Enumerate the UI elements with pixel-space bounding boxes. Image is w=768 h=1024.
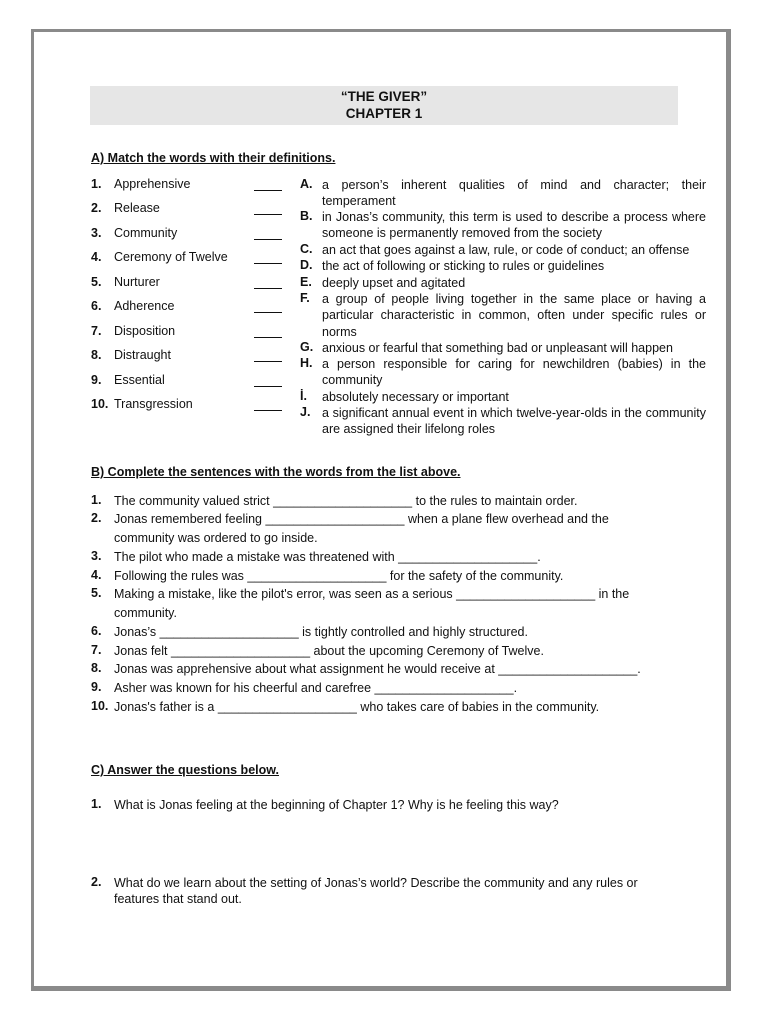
sentence-text[interactable]: The community valued strict ____________________ to the rules to maintain order. <box>114 494 578 508</box>
sentence-number: 2. <box>91 511 102 525</box>
sentence-number: 3. <box>91 549 102 563</box>
definition-letter: J. <box>300 405 311 419</box>
definition-text: a person responsible for caring for newchildren (babies) in the community <box>322 357 706 388</box>
answer-blank[interactable] <box>254 239 282 240</box>
definition-text: the act of following or sticking to rules or guidelines <box>322 259 605 273</box>
sentence-text[interactable]: Jonas's father is a ____________________ who takes care of babies in the community. <box>114 700 600 714</box>
section-a-heading: A) Match the words with their definitions. <box>91 151 336 165</box>
sentence-number: 6. <box>91 624 102 638</box>
sentence-text[interactable]: Jonas remembered feeling ____________________ when a plane flew overhead and the <box>114 512 609 526</box>
sentence-text[interactable]: The pilot who made a mistake was threatened with ____________________. <box>114 550 541 564</box>
word-number: 4. <box>91 250 102 264</box>
word-term: Essential <box>114 373 165 387</box>
answer-blank[interactable] <box>254 312 282 313</box>
definition-text: in Jonas’s community, this term is used to describe a process where someone is permanently removed from the society <box>322 210 706 241</box>
page-border <box>31 29 731 991</box>
sentence-text[interactable]: Jonas’s ____________________ is tightly controlled and highly structured. <box>114 625 528 639</box>
definition-letter: H. <box>300 356 313 370</box>
word-number: 3. <box>91 226 102 240</box>
answer-blank[interactable] <box>254 361 282 362</box>
definition-letter: F. <box>300 291 310 305</box>
section-b-heading: B) Complete the sentences with the words from the list above. <box>91 465 461 479</box>
definition-text: anxious or fearful that something bad or unpleasant will happen <box>322 341 673 355</box>
sentence-text[interactable]: Jonas was apprehensive about what assignment he would receive at ____________________. <box>114 662 641 676</box>
definition-letter: B. <box>300 209 313 223</box>
title-banner <box>90 86 678 125</box>
word-number: 9. <box>91 373 102 387</box>
word-term: Community <box>114 226 178 240</box>
answer-blank[interactable] <box>254 410 282 411</box>
sentence-number: 8. <box>91 661 102 675</box>
sentence-number: 10. <box>91 699 109 713</box>
worksheet-title: “THE GIVER” <box>340 89 428 104</box>
question-text: What is Jonas feeling at the beginning of Chapter 1? Why is he feeling this way? <box>114 798 559 812</box>
sentence-number: 5. <box>91 586 102 600</box>
question-text: What do we learn about the setting of Jonas’s world? Describe the community and any rules or <box>114 876 638 890</box>
word-term: Ceremony of Twelve <box>114 250 228 264</box>
question-number: 2. <box>91 875 102 889</box>
sentence-text[interactable]: Asher was known for his cheerful and carefree ____________________. <box>114 681 518 695</box>
answer-blank[interactable] <box>254 190 282 191</box>
definition-text: absolutely necessary or important <box>322 390 509 404</box>
word-number: 6. <box>91 299 102 313</box>
word-number: 2. <box>91 201 102 215</box>
word-number: 7. <box>91 324 102 338</box>
definition-text: deeply upset and agitated <box>322 276 466 290</box>
sentence-text[interactable]: community. <box>114 606 177 620</box>
word-number: 10. <box>91 397 109 411</box>
definition-letter: C. <box>300 242 313 256</box>
word-term: Release <box>114 201 160 215</box>
question-text: features that stand out. <box>114 892 242 906</box>
sentence-text[interactable]: community was ordered to go inside. <box>114 531 318 545</box>
word-term: Apprehensive <box>114 177 191 191</box>
answer-blank[interactable] <box>254 263 282 264</box>
answer-blank[interactable] <box>254 386 282 387</box>
word-term: Adherence <box>114 299 175 313</box>
word-number: 8. <box>91 348 102 362</box>
word-number: 5. <box>91 275 102 289</box>
section-c-heading: C) Answer the questions below. <box>91 763 279 777</box>
sentence-number: 9. <box>91 680 102 694</box>
word-term: Distraught <box>114 348 171 362</box>
answer-blank[interactable] <box>254 288 282 289</box>
sentence-text[interactable]: Following the rules was ____________________ for the safety of the community. <box>114 569 564 583</box>
definition-text: a group of people living together in the same place or having a particular characteristic in common, often under specific rules or norms <box>322 292 706 339</box>
definition-text: a person’s inherent qualities of mind and character; their temperament <box>322 178 706 209</box>
definition-letter: G. <box>300 340 314 354</box>
definition-text: a significant annual event in which twelve-year-olds in the community are assigned their lifelong roles <box>322 406 706 437</box>
definition-letter: A. <box>300 177 313 191</box>
sentence-number: 7. <box>91 643 102 657</box>
word-number: 1. <box>91 177 102 191</box>
answer-blank[interactable] <box>254 337 282 338</box>
worksheet-subtitle: CHAPTER 1 <box>345 106 423 121</box>
definition-letter: D. <box>300 258 313 272</box>
definition-text: an act that goes against a law, rule, or code of conduct; an offense <box>322 243 690 257</box>
definition-letter: E. <box>300 275 312 289</box>
answer-blank[interactable] <box>254 214 282 215</box>
definition-letter: İ. <box>300 389 307 403</box>
sentence-number: 4. <box>91 568 102 582</box>
word-term: Nurturer <box>114 275 160 289</box>
sentence-text[interactable]: Jonas felt ____________________ about the upcoming Ceremony of Twelve. <box>114 644 544 658</box>
sentence-number: 1. <box>91 493 102 507</box>
sentence-text[interactable]: Making a mistake, like the pilot's error, was seen as a serious ____________________ in the <box>114 587 630 601</box>
question-number: 1. <box>91 797 102 811</box>
word-term: Disposition <box>114 324 176 338</box>
word-term: Transgression <box>114 397 193 411</box>
